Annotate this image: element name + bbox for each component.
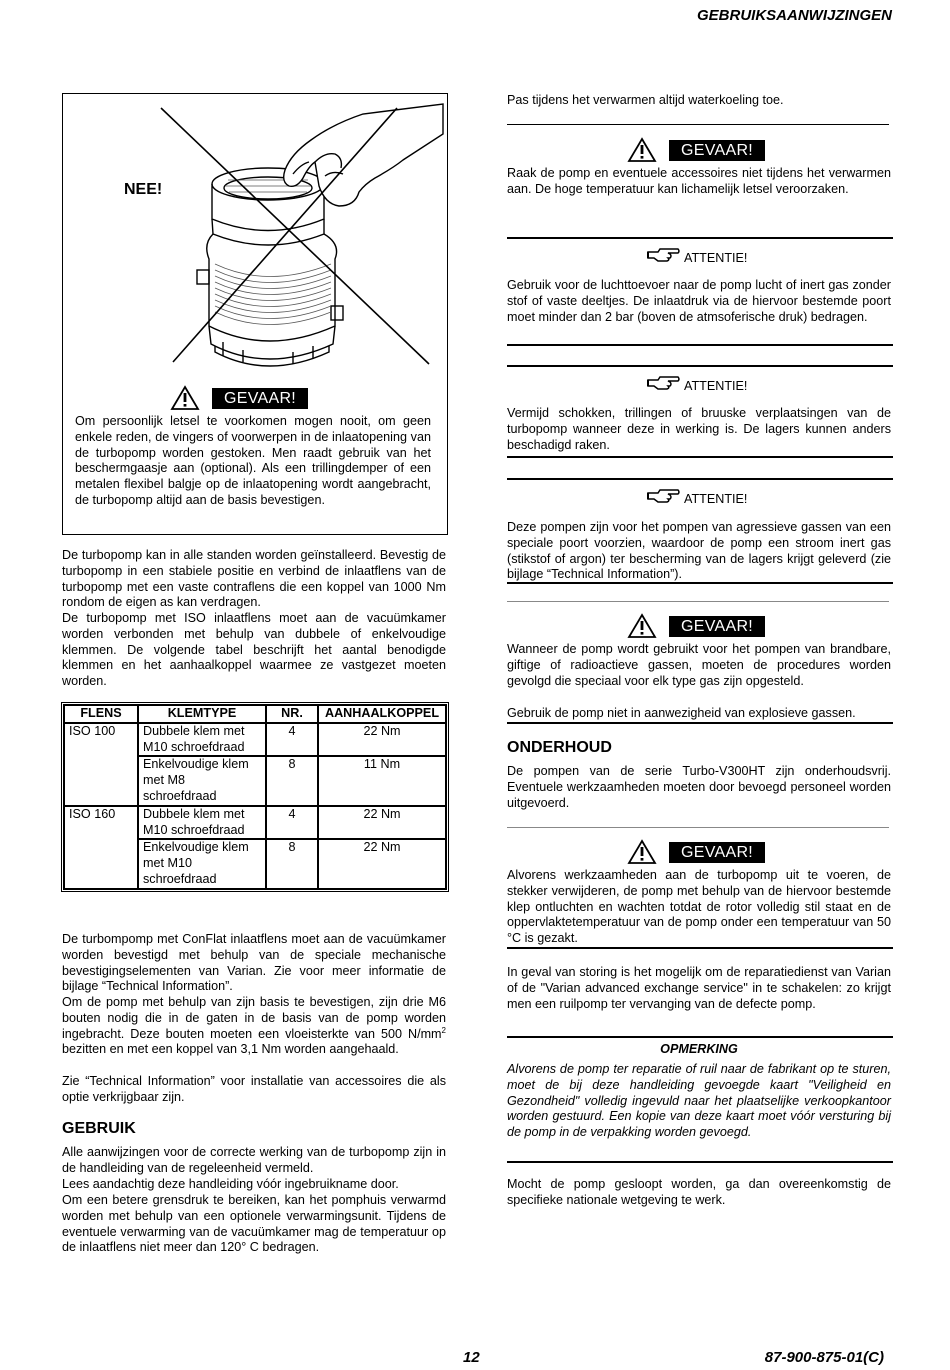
install-paragraph-1: De turbopomp kan in alle standen worden geïnstalleerd. Bevestig de turbopomp in een stabiele positie en verbind de inlaatflens van de turbopomp met een vaste contraflens die een koppel van 1000 Nm rondom de eigen as kan verdragen. bbox=[62, 548, 446, 610]
attention-heading bbox=[646, 246, 747, 264]
warning-triangle-icon bbox=[627, 839, 657, 865]
table-cell-nr: 4 bbox=[266, 723, 318, 757]
danger-text: Om persoonlijk letsel te voorkomen mogen nooit, om geen enkele reden, de vingers of voorwerpen in de inlaatopening van de turbopomp worden gestoken. Men raadt gebruik van het beschermgaasje aan (optional). Als een trillingdemper of een metalen flexibel balgje op de inlaatopening wordt aangebracht, de turbopomp altijd aan de basis bevestigen. bbox=[75, 414, 431, 507]
figure-label-nee: NEE! bbox=[124, 181, 163, 198]
scrap-paragraph: Mocht de pomp gesloopt worden, ga dan overeenkomstig de specifieke nationale wetgeving te werk. bbox=[507, 1177, 891, 1207]
pointing-hand-icon bbox=[646, 374, 680, 392]
page-number: 12 bbox=[463, 1349, 480, 1366]
divider bbox=[507, 601, 889, 602]
page-header-title: GEBRUIKSAANWIJZINGEN bbox=[696, 7, 892, 24]
document-number: 87-900-875-01(C) bbox=[764, 1349, 884, 1366]
table-header-nr: NR. bbox=[266, 705, 318, 723]
danger-label: GEVAAR! bbox=[669, 140, 765, 161]
attention-heading bbox=[646, 374, 747, 392]
table-cell-koppel: 11 Nm bbox=[318, 756, 446, 805]
table-row bbox=[64, 723, 446, 757]
table-cell-klemtype: Dubbele klem met M10 schroefdraad bbox=[138, 723, 266, 757]
divider bbox=[507, 947, 893, 949]
attention-label: ATTENTIE! bbox=[684, 379, 748, 394]
divider bbox=[507, 827, 889, 828]
cooling-paragraph: Pas tijdens het verwarmen altijd waterkoeling toe. bbox=[507, 93, 784, 107]
section-title-onderhoud: ONDERHOUD bbox=[507, 739, 612, 756]
divider bbox=[507, 365, 893, 367]
note-text: Alvorens de pomp ter reparatie of ruil naar de fabrikant op te sturen, moet de bij deze handleiding gevoegde kaart "Veiligheid en Gezondheid" volledig ingevuld naar het plaatselijke verkoopkantoor worden gestuurd. Een kopie van deze kaart moet vóór versturing bij de pomp in de verpakking worden gevoegd. bbox=[507, 1062, 891, 1140]
pointing-hand-icon bbox=[646, 487, 680, 505]
base-mount-text-b: bezitten en met een koppel van 3,1 Nm worden aangehaald. bbox=[62, 1042, 399, 1057]
divider bbox=[507, 456, 893, 458]
table-cell-nr: 4 bbox=[266, 806, 318, 840]
attention-label: ATTENTIE! bbox=[684, 251, 748, 266]
danger-heading bbox=[627, 839, 765, 865]
base-mount-superscript: 2 bbox=[441, 1025, 446, 1035]
base-mount-paragraph bbox=[62, 995, 446, 1058]
pointing-hand-icon bbox=[646, 246, 680, 264]
attention-gas-text: Deze pompen zijn voor het pompen van agressieve gassen van een speciale poort voorzien, waardoor de pomp een stroom inert gas (stikstof of argon) ter bescherming van de lagers krijgt geleverd (zie bijlage “Technical Information”). bbox=[507, 520, 891, 582]
divider bbox=[507, 124, 889, 125]
gebruik-paragraph-1: Alle aanwijzingen voor de correcte werking van de turbopomp zijn in de handleiding van de regeleenheid vermeld. bbox=[62, 1145, 446, 1175]
table-row bbox=[64, 806, 446, 840]
divider bbox=[507, 1036, 893, 1038]
table-cell-klemtype: Enkelvoudige klem met M8 schroefdraad bbox=[138, 756, 266, 805]
divider bbox=[507, 722, 893, 724]
attention-label: ATTENTIE! bbox=[684, 492, 748, 507]
table-header-row bbox=[64, 705, 446, 723]
danger-explosive-text: Gebruik de pomp niet in aanwezigheid van explosieve gassen. bbox=[507, 706, 856, 720]
danger-heading bbox=[170, 385, 308, 411]
danger-label: GEVAAR! bbox=[669, 616, 765, 637]
warning-triangle-icon bbox=[627, 137, 657, 163]
table-header-flens: FLENS bbox=[64, 705, 138, 723]
storing-paragraph: In geval van storing is het mogelijk om de reparatiedienst van Varian of de "Varian advanced exchange service" in te schakelen: zo krijgt men een ruilpomp ter vervanging van de defecte pomp. bbox=[507, 965, 891, 1011]
table-header-aanhaalkoppel: AANHAALKOPPEL bbox=[318, 705, 446, 723]
danger-label: GEVAAR! bbox=[212, 388, 308, 409]
table-cell-klemtype: Enkelvoudige klem met M10 schroefdraad bbox=[138, 839, 266, 888]
danger-label: GEVAAR! bbox=[669, 842, 765, 863]
attention-air-text: Gebruik voor de luchttoevoer naar de pomp lucht of inert gas zonder stof of vaste deeltjes. De inlaatdruk via de hiervoor bestemde poort moet minder dan 2 bar (boven de atmsoferische druk) bedragen. bbox=[507, 278, 891, 324]
conflat-paragraph: De turbompomp met ConFlat inlaatflens moet aan de vacuümkamer worden bevestigd met behulp van de speciale mechanische bevestigingselementen van Varian. Zie voor meer informatie de bijlage “Technical Information”. bbox=[62, 932, 446, 994]
table-cell-flens: ISO 160 bbox=[64, 806, 138, 889]
table-cell-koppel: 22 Nm bbox=[318, 806, 446, 840]
warning-triangle-icon bbox=[627, 613, 657, 639]
table-cell-flens: ISO 100 bbox=[64, 723, 138, 806]
gebruik-paragraph-3: Om een betere grensdruk te bereiken, kan het pomphuis verwarmd worden met behulp van een optionele verwarmingsunit. Tijdens de eventuele verwarming van de vacuümkamer mag de temperatuur op de inlaatflens niet meer dan 120° C bedragen. bbox=[62, 1193, 446, 1255]
divider bbox=[507, 344, 893, 346]
table-cell-koppel: 22 Nm bbox=[318, 723, 446, 757]
danger-heating-text: Raak de pomp en eventuele accessoires niet tijdens het verwarmen aan. De hoge temperatuur kan lichamelijk letsel veroorzaken. bbox=[507, 166, 891, 196]
table-header-klemtype: KLEMTYPE bbox=[138, 705, 266, 723]
clamp-table bbox=[61, 702, 449, 892]
install-paragraph-2: De turbopomp met ISO inlaatflens moet aan de vacuümkamer worden verbonden met behulp van dubbele of enkelvoudige klemmen. De volgende tabel beschrijft het aantal benodigde klemmen en het aanhaalkoppel waarmee ze vastgezet moeten worden. bbox=[62, 611, 446, 689]
gebruik-paragraph-2: Lees aandachtig deze handleiding vóór ingebruikname door. bbox=[62, 1177, 399, 1191]
attention-shock-text: Vermijd schokken, trillingen of bruuske verplaatsingen van de turbopomp wanneer deze in werking is. De lagers kunnen anders beschadigd raken. bbox=[507, 406, 891, 452]
table-cell-koppel: 22 Nm bbox=[318, 839, 446, 888]
danger-gases-text: Wanneer de pomp wordt gebruikt voor het pompen van brandbare, giftige of radioactieve gassen, moeten de procedures worden gevolgd die speciaal voor elk type gas zijn opgesteld. bbox=[507, 642, 891, 688]
divider bbox=[507, 1161, 893, 1163]
warning-triangle-icon bbox=[170, 385, 200, 411]
danger-maintenance-text: Alvorens werkzaamheden aan de turbopomp uit te voeren, de stekker verwijderen, de pomp met behulp van de hiervoor bestemde klep ontluchten en wachten totdat de rotor volledig stil staat en de oppervlaktetemperatuur van de pomp onder een temperatuur van 50 °C is gezakt. bbox=[507, 868, 891, 946]
onderhoud-paragraph: De pompen van de serie Turbo-V300HT zijn onderhoudsvrij. Eventuele werkzaamheden moeten door bevoegd personeel worden uitgevoerd. bbox=[507, 764, 891, 810]
accessories-paragraph: Zie “Technical Information” voor installatie van accessoires die als optie verkrijgbaar zijn. bbox=[62, 1074, 446, 1104]
table-cell-klemtype: Dubbele klem met M10 schroefdraad bbox=[138, 806, 266, 840]
divider bbox=[507, 582, 893, 584]
danger-heading bbox=[627, 137, 765, 163]
divider bbox=[507, 478, 893, 480]
base-mount-text-a: Om de pomp met behulp van zijn basis te bevestigen, zijn drie M6 bouten nodig die in de gaten in de basis van de pomp worden ingebracht. Deze bouten moeten een vloeisterkte van 500 N/mm bbox=[62, 995, 446, 1041]
divider bbox=[507, 237, 893, 239]
table-cell-nr: 8 bbox=[266, 839, 318, 888]
note-title: OPMERKING bbox=[660, 1042, 738, 1056]
danger-heading bbox=[627, 613, 765, 639]
table-cell-nr: 8 bbox=[266, 756, 318, 805]
section-title-gebruik: GEBRUIK bbox=[62, 1120, 136, 1137]
attention-heading bbox=[646, 487, 747, 505]
